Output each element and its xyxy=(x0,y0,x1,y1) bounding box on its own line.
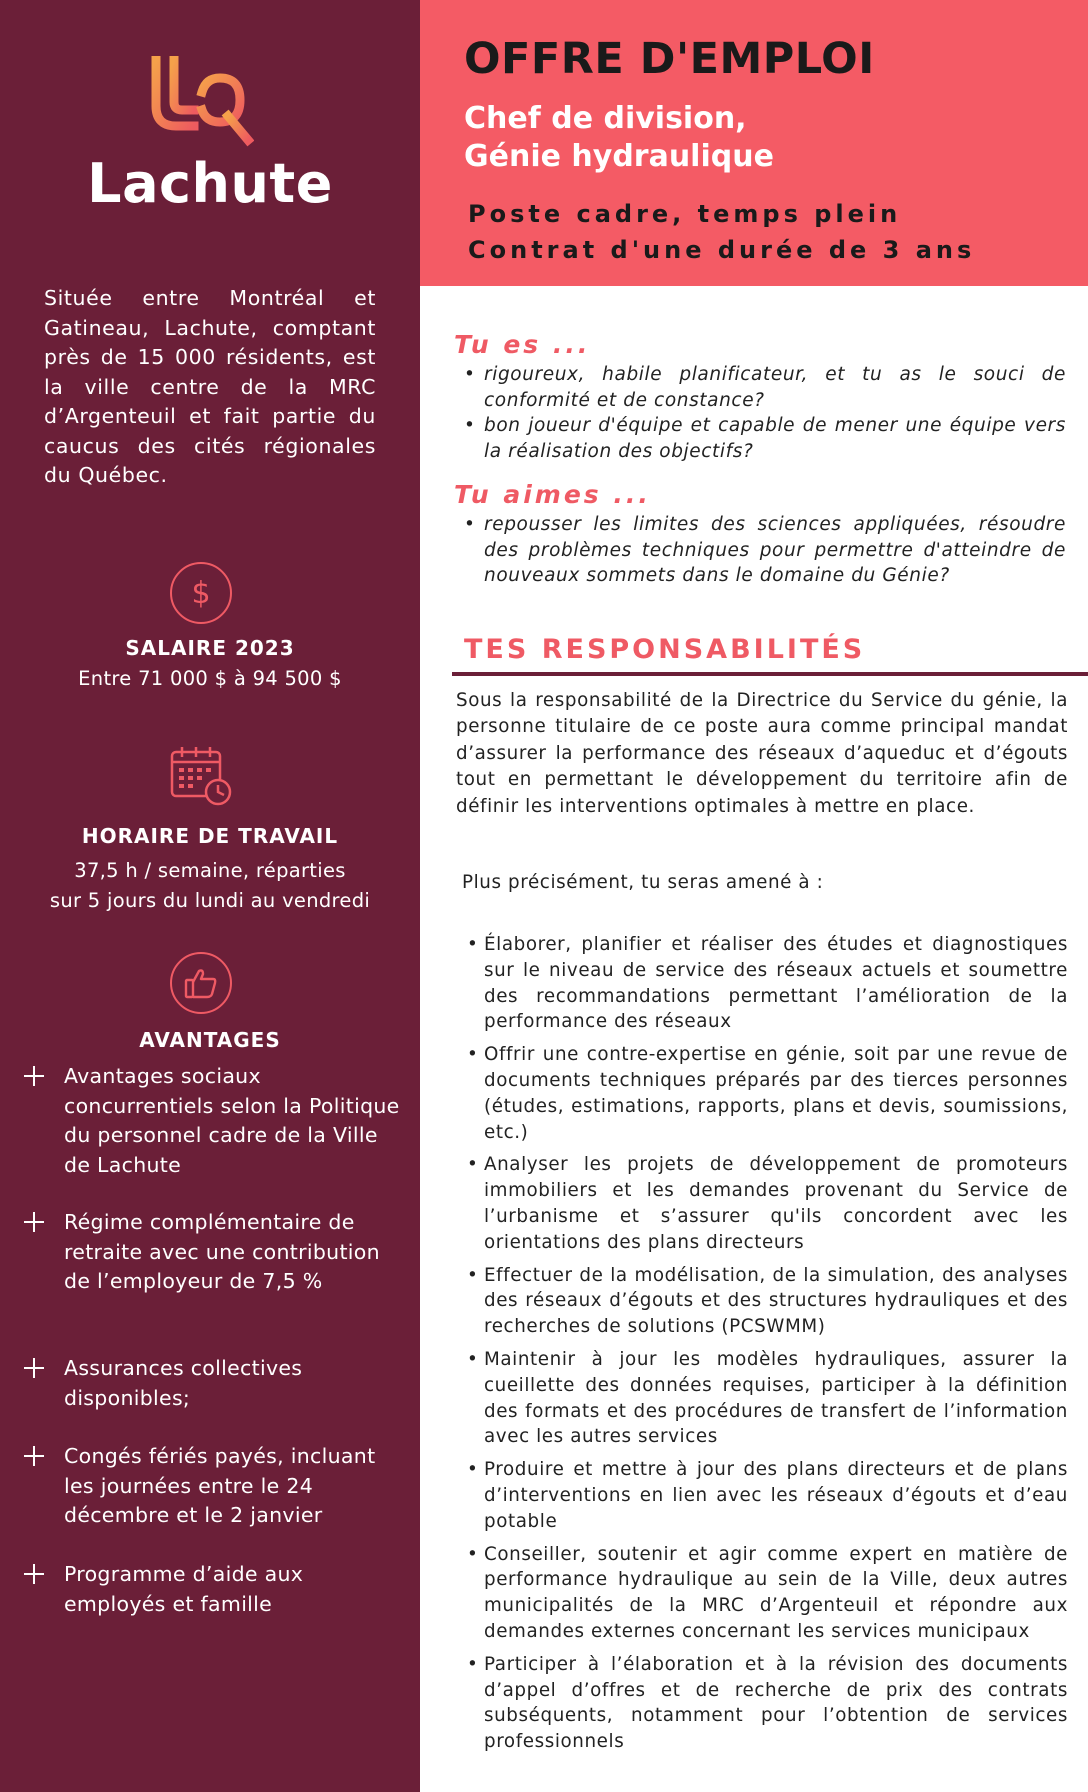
list-item: • Effectuer de la modélisation, de la simulation, des analyses des réseaux d’égouts et des structures hydrauliques et des recherches de solutions (PCSWMM) xyxy=(466,1263,1068,1340)
you-are-title: Tu es ... xyxy=(454,330,591,359)
city-intro: Située entre Montréal et Gatineau, Lachute, comptant près de 15 000 résidents, est la ville centre de la MRC d’Argenteuil et fait partie du caucus des cités régionales du Québec. xyxy=(44,286,376,487)
job-title-line-2: Génie hydraulique xyxy=(464,139,774,174)
responsibilities-title: TES RESPONSABILITÉS xyxy=(464,634,866,665)
job-header xyxy=(420,0,1088,286)
benefit-text: Congés fériés payés, incluant les journées entre le 24 décembre et le 2 janvier xyxy=(64,1444,376,1527)
you-are-list xyxy=(462,362,1066,464)
you-like-list xyxy=(462,512,1066,589)
plus-icon xyxy=(22,1210,46,1234)
sidebar xyxy=(0,0,420,1792)
logo-wordmark: Lachute xyxy=(87,152,333,215)
list-item: • Maintenir à jour les modèles hydrauliques, assurer la cueillette des données requises, participer à la définition des formats et des procédures de transfert de l’information avec les autres services xyxy=(466,1347,1068,1450)
plus-icon xyxy=(22,1444,46,1468)
list-item: • Conseiller, soutenir et agir comme expert en matière de performance hydraulique au sein de la Ville, deux autres municipalités de la MRC d’Argenteuil et répondre aux demandes externes concernant les services municipaux xyxy=(466,1542,1068,1645)
salary-value: Entre 71 000 $ à 94 500 $ xyxy=(78,667,342,690)
responsibilities-list xyxy=(466,932,1068,1762)
main-content xyxy=(420,286,1088,1792)
schedule-line-1: 37,5 h / semaine, réparties xyxy=(74,859,346,882)
job-tags xyxy=(468,196,975,268)
thumbs-up-icon xyxy=(170,952,232,1014)
schedule-title: HORAIRE DE TRAVAIL xyxy=(81,824,339,848)
salary-title: SALAIRE 2023 xyxy=(125,636,295,660)
list-item: • rigoureux, habile planificateur, et tu as le souci de conformité et de constance? xyxy=(462,362,1066,413)
list-item: • Produire et mettre à jour des plans directeurs et de plans d’interventions en lien avec les réseaux d’égouts et d’eau potable xyxy=(466,1457,1068,1534)
plus-icon xyxy=(22,1562,46,1586)
list-item: • Participer à l’élaboration et à la révision des documents d’appel d’offres et de recherche de prix des contrats subséquents, notamment pour l’obtention de services professionnels xyxy=(466,1652,1068,1755)
dollar-icon xyxy=(170,562,232,624)
list-item: • bon joueur d'équipe et capable de mener une équipe vers la réalisation des objectifs? xyxy=(462,413,1066,464)
contract-duration: Contrat d'une durée de 3 ans xyxy=(468,236,976,264)
responsibilities-intro: Sous la responsabilité de la Directrice du Service du génie, la personne titulaire de ce poste aura comme principal mandat d’assurer la performance des réseaux d’aqueduc et d’égouts tout en permettant le développement du territoire afin de définir les interventions optimales à mettre en place. xyxy=(456,690,1068,817)
schedule-line-2: sur 5 jours du lundi au vendredi xyxy=(49,889,371,912)
benefits-title: AVANTAGES xyxy=(139,1028,281,1052)
list-item: • Offrir une contre-expertise en génie, soit par une revue de documents techniques préparés par des tierces personnes (études, estimations, rapports, plans et devis, soumissions, etc.) xyxy=(466,1042,1068,1145)
responsibilities-lead: Plus précisément, tu seras amené à : xyxy=(462,872,824,893)
job-title-line-1: Chef de division, xyxy=(464,101,747,136)
benefit-text: Programme d’aide aux employés et famille xyxy=(64,1562,304,1616)
position-type: Poste cadre, temps plein xyxy=(468,200,902,228)
list-item: • repousser les limites des sciences appliquées, résoudre des problèmes techniques pour permettre d'atteindre de nouveaux sommets dans le domaine du Génie? xyxy=(462,512,1066,589)
lachute-logo-icon xyxy=(148,56,254,156)
list-item: • Élaborer, planifier et réaliser des études et diagnostiques sur le niveau de service des réseaux actuels et soumettre des recommandations permettant l’amélioration de la performance des réseaux xyxy=(466,932,1068,1035)
job-title xyxy=(464,100,774,176)
plus-icon xyxy=(22,1356,46,1380)
plus-icon xyxy=(22,1064,46,1088)
benefit-text: Avantages sociaux concurrentiels selon la Politique du personnel cadre de la Ville de Lachute xyxy=(64,1064,400,1177)
list-item: • Analyser les projets de développement de promoteurs immobiliers et les demandes provenant du Service de l’urbanisme et s’assurer qu'ils concordent avec les orientations des plans directeurs xyxy=(466,1152,1068,1255)
you-like-title: Tu aimes ... xyxy=(454,480,651,509)
page-title: OFFRE D'EMPLOI xyxy=(464,34,875,84)
benefit-text: Régime complémentaire de retraite avec une contribution de l’employeur de 7,5 % xyxy=(64,1210,380,1293)
benefit-text: Assurances collectives disponibles; xyxy=(64,1356,303,1410)
calendar-clock-icon xyxy=(170,746,234,806)
svg-text:$: $ xyxy=(191,576,211,610)
section-divider xyxy=(452,672,1088,676)
